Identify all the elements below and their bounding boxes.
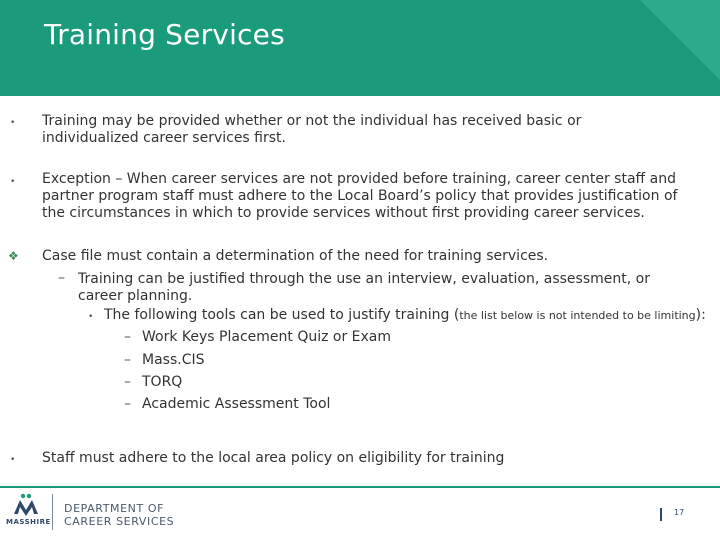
sub-bullet-text: Training can be justified through the use an interview, evaluation, assessment, or career planning. <box>78 271 650 304</box>
bullet-marker: • <box>10 118 16 128</box>
sub-sub-bullet <box>104 307 716 324</box>
dash-marker: – <box>58 270 65 286</box>
department-line-1: DEPARTMENT OF <box>64 502 165 515</box>
dash-marker: – <box>124 329 131 345</box>
diamond-bullet-icon: ❖ <box>8 249 19 263</box>
tool-item: Mass.CIS <box>142 352 205 368</box>
dash-marker: – <box>124 396 131 412</box>
footer-rule <box>0 486 720 488</box>
tool-item: TORQ <box>142 374 183 390</box>
page-number: 17 <box>674 508 685 517</box>
bullet-text-1: Training may be provided whether or not the individual has received basic or individualized career services first. <box>42 113 582 146</box>
masshire-logo-icon <box>6 492 54 532</box>
bullet-marker: • <box>88 312 94 322</box>
sub-sub-bullet-end: ): <box>695 307 706 323</box>
bullet-text-2: Exception – When career services are not provided before training, career center staff and partner program staff must adhere to the Local Board’s policy that provides justification of the circumstances in which to provide services without first providing career services. <box>42 171 678 221</box>
department-line-2: CAREER SERVICES <box>64 515 175 528</box>
sub-sub-bullet-main: The following tools can be used to justify training ( <box>104 307 460 323</box>
title-bar <box>0 0 720 96</box>
sub-sub-bullet-note: the list below is not intended to be limiting <box>459 309 696 322</box>
slide-title: Training Services <box>44 18 285 51</box>
bullet-text-3: Case file must contain a determination of the need for training services. <box>42 248 549 264</box>
footer-divider <box>52 494 53 530</box>
bullet-text-4: Staff must adhere to the local area policy on eligibility for training <box>42 450 505 466</box>
bullet-marker: • <box>10 177 16 187</box>
tool-item: Work Keys Placement Quiz or Exam <box>142 329 392 345</box>
dash-marker: – <box>124 374 131 390</box>
logo-text: MASSHIRE <box>6 518 51 526</box>
dash-marker: – <box>124 352 131 368</box>
bullet-marker: • <box>10 455 16 465</box>
page-number-bar <box>660 508 662 521</box>
tool-item: Academic Assessment Tool <box>142 396 331 412</box>
